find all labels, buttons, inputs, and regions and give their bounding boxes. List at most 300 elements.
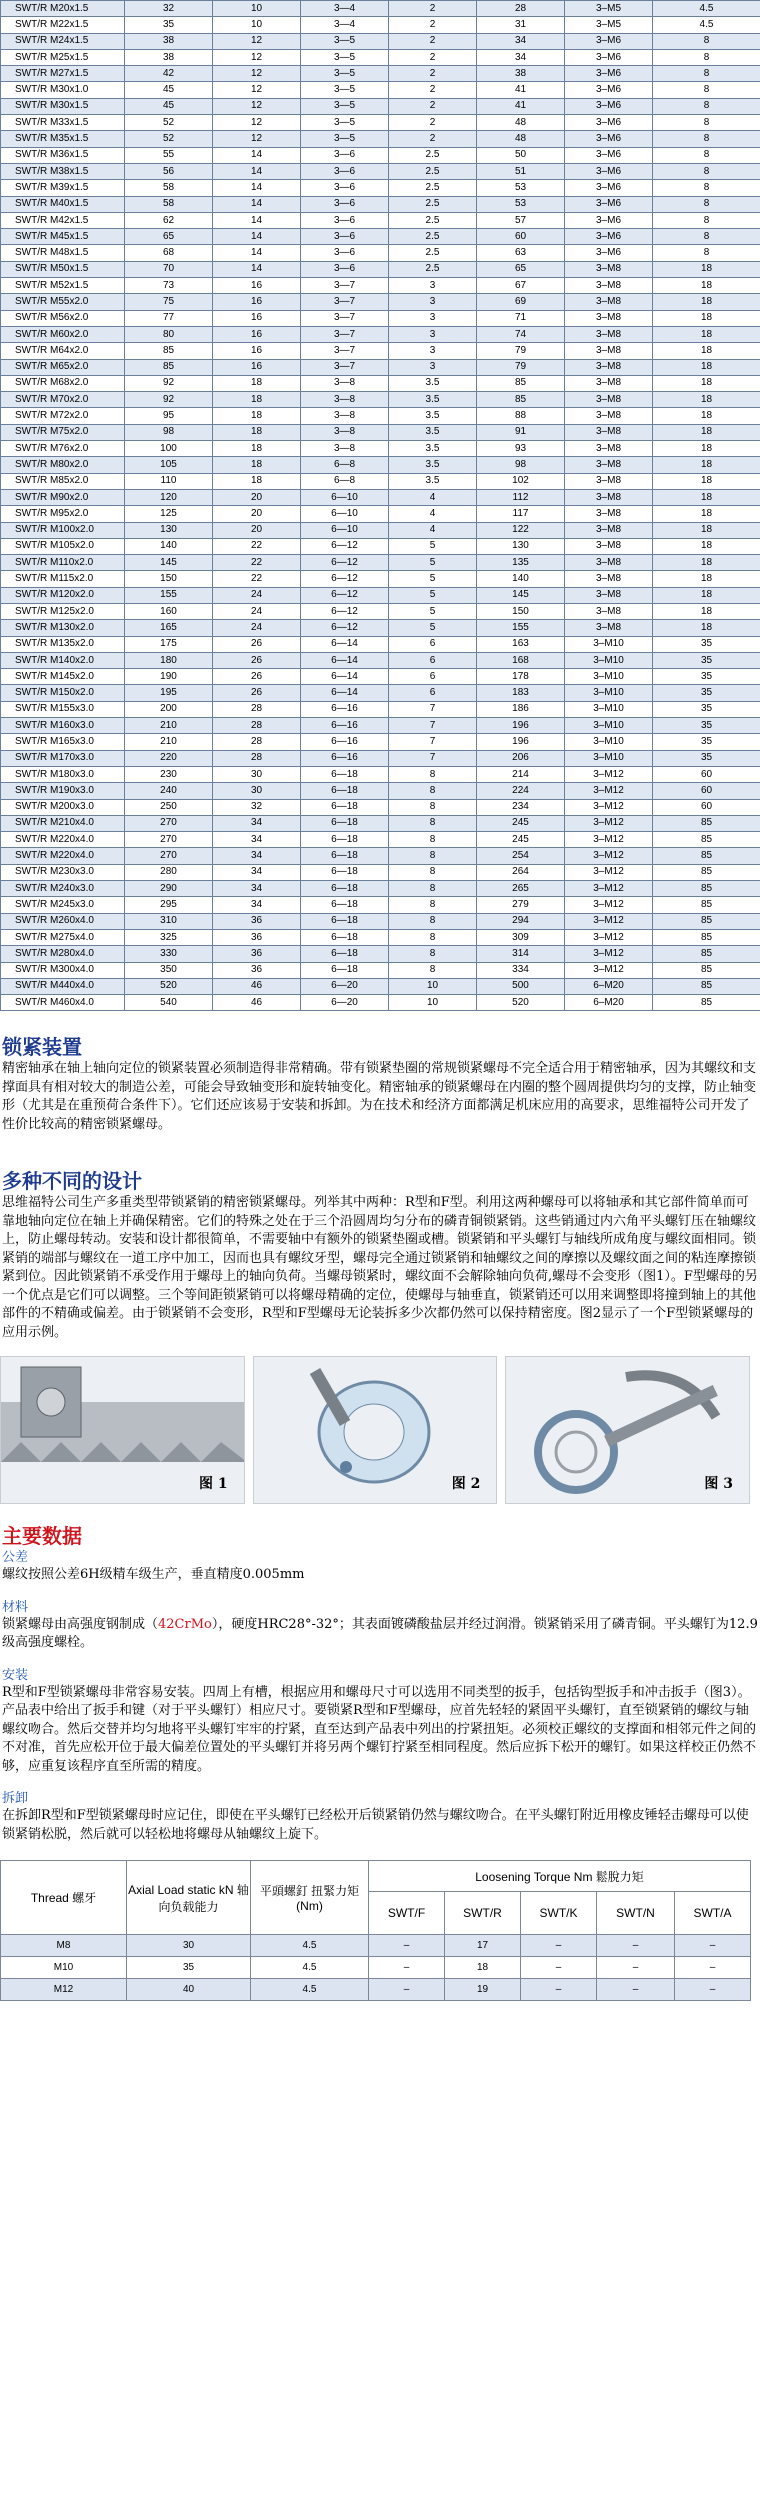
spec-cell: 3–M10 xyxy=(565,685,653,701)
spec-cell: 6—20 xyxy=(301,978,389,994)
spec-cell: 8 xyxy=(653,98,760,114)
spec-cell: 24 xyxy=(213,603,301,619)
spec-cell: 6—14 xyxy=(301,669,389,685)
spec-cell: 135 xyxy=(477,555,565,571)
spec-cell: 18 xyxy=(653,603,760,619)
spec-cell: 8 xyxy=(389,946,477,962)
section-title-locking: 锁紧装置 xyxy=(2,1035,82,1060)
material-grade: 42CrMo xyxy=(158,1616,212,1632)
spec-cell: 77 xyxy=(125,310,213,326)
spec-cell: 6—10 xyxy=(301,489,389,505)
spec-cell: 3—7 xyxy=(301,310,389,326)
spec-cell: 12 xyxy=(213,115,301,131)
spec-cell: 186 xyxy=(477,701,565,717)
spec-cell: SWT/R M48x1.5 xyxy=(1,245,125,261)
spec-cell: 65 xyxy=(125,229,213,245)
spec-cell: 8 xyxy=(653,229,760,245)
spec-cell: 3.5 xyxy=(389,408,477,424)
torque-cell: – xyxy=(369,1979,445,2001)
spec-cell: 36 xyxy=(213,962,301,978)
spec-cell: 178 xyxy=(477,669,565,685)
spec-cell: 234 xyxy=(477,799,565,815)
spec-cell: 85 xyxy=(477,392,565,408)
spec-cell: 18 xyxy=(653,278,760,294)
spec-cell: 3—5 xyxy=(301,98,389,114)
spec-cell: 6—18 xyxy=(301,832,389,848)
spec-cell: 98 xyxy=(125,424,213,440)
spec-cell: 85 xyxy=(653,913,760,929)
spec-cell: 3—5 xyxy=(301,66,389,82)
spec-cell: 7 xyxy=(389,701,477,717)
spec-cell: 3–M8 xyxy=(565,424,653,440)
spec-row xyxy=(1,978,760,994)
spec-cell: SWT/R M95x2.0 xyxy=(1,506,125,522)
figure-2-caption: 图 2 xyxy=(451,1476,481,1493)
spec-cell: 163 xyxy=(477,636,565,652)
spec-cell: 6—16 xyxy=(301,750,389,766)
spec-cell: 3—7 xyxy=(301,294,389,310)
spec-cell: 20 xyxy=(213,489,301,505)
spec-cell: 6—12 xyxy=(301,538,389,554)
spec-cell: 155 xyxy=(477,620,565,636)
spec-cell: 250 xyxy=(125,799,213,815)
spec-cell: 32 xyxy=(125,1,213,17)
spec-cell: SWT/R M52x1.5 xyxy=(1,278,125,294)
torque-cell: 17 xyxy=(445,1935,521,1957)
spec-cell: 80 xyxy=(125,326,213,342)
spec-row xyxy=(1,261,760,277)
torque-cell: 4.5 xyxy=(251,1957,369,1979)
spec-row xyxy=(1,946,760,962)
spec-cell: SWT/R M76x2.0 xyxy=(1,441,125,457)
spec-cell: 20 xyxy=(213,522,301,538)
spec-cell: 36 xyxy=(213,913,301,929)
spec-row xyxy=(1,17,760,33)
spec-cell: 3–M12 xyxy=(565,881,653,897)
spec-cell: 8 xyxy=(389,766,477,782)
spec-row xyxy=(1,441,760,457)
spec-cell: 85 xyxy=(653,832,760,848)
spec-cell: SWT/R M24x1.5 xyxy=(1,33,125,49)
spec-cell: 38 xyxy=(477,66,565,82)
col-thread: Thread 螺牙 xyxy=(1,1861,127,1935)
spec-cell: 8 xyxy=(653,33,760,49)
spec-cell: 160 xyxy=(125,603,213,619)
spec-cell: 6—20 xyxy=(301,995,389,1011)
spec-cell: SWT/R M30x1.5 xyxy=(1,98,125,114)
spec-cell: 3–M6 xyxy=(565,66,653,82)
spec-cell: 280 xyxy=(125,864,213,880)
spec-cell: 14 xyxy=(213,261,301,277)
spec-cell: 18 xyxy=(653,424,760,440)
col-swt-r: SWT/R xyxy=(445,1892,521,1935)
spec-cell: 34 xyxy=(213,881,301,897)
spec-cell: 2 xyxy=(389,66,477,82)
spec-cell: 45 xyxy=(125,82,213,98)
spec-cell: 265 xyxy=(477,881,565,897)
spec-cell: 190 xyxy=(125,669,213,685)
spec-cell: 75 xyxy=(125,294,213,310)
spec-cell: 91 xyxy=(477,424,565,440)
spec-cell: 95 xyxy=(125,408,213,424)
spec-row xyxy=(1,278,760,294)
col-swt-f: SWT/F xyxy=(369,1892,445,1935)
spec-cell: 51 xyxy=(477,163,565,179)
section-title-designs: 多种不同的设计 xyxy=(2,1169,142,1194)
spec-cell: 10 xyxy=(213,17,301,33)
spec-cell: 6—18 xyxy=(301,881,389,897)
spec-cell: 3—7 xyxy=(301,278,389,294)
spec-cell: 520 xyxy=(125,978,213,994)
torque-cell: – xyxy=(521,1935,597,1957)
spec-cell: SWT/R M56x2.0 xyxy=(1,310,125,326)
spec-cell: SWT/R M140x2.0 xyxy=(1,652,125,668)
spec-cell: 3—6 xyxy=(301,261,389,277)
spec-cell: 18 xyxy=(653,473,760,489)
spec-cell: SWT/R M220x4.0 xyxy=(1,832,125,848)
spec-cell: SWT/R M65x2.0 xyxy=(1,359,125,375)
spec-cell: 85 xyxy=(125,343,213,359)
spec-cell: 18 xyxy=(653,408,760,424)
spec-cell: 112 xyxy=(477,489,565,505)
spec-cell: SWT/R M27x1.5 xyxy=(1,66,125,82)
spec-cell: 2.5 xyxy=(389,212,477,228)
spec-cell: 18 xyxy=(653,261,760,277)
spec-cell: 3–M8 xyxy=(565,294,653,310)
spec-row xyxy=(1,571,760,587)
spec-cell: 65 xyxy=(477,261,565,277)
spec-cell: SWT/R M22x1.5 xyxy=(1,17,125,33)
spec-cell: 3—8 xyxy=(301,424,389,440)
spec-cell: 3—7 xyxy=(301,326,389,342)
spec-cell: 220 xyxy=(125,750,213,766)
spec-cell: 6—12 xyxy=(301,620,389,636)
spec-cell: 8 xyxy=(389,881,477,897)
spec-cell: 8 xyxy=(653,180,760,196)
spec-cell: SWT/R M160x3.0 xyxy=(1,718,125,734)
spec-cell: SWT/R M300x4.0 xyxy=(1,962,125,978)
spec-cell: 3—5 xyxy=(301,49,389,65)
spec-cell: 8 xyxy=(653,82,760,98)
spec-cell: SWT/R M35x1.5 xyxy=(1,131,125,147)
spec-cell: 18 xyxy=(653,571,760,587)
spec-cell: SWT/R M85x2.0 xyxy=(1,473,125,489)
spec-cell: 150 xyxy=(125,571,213,587)
torque-row xyxy=(1,1979,751,2001)
spec-cell: 3–M12 xyxy=(565,946,653,962)
spec-cell: 6—12 xyxy=(301,555,389,571)
spec-cell: 309 xyxy=(477,929,565,945)
spec-cell: SWT/R M80x2.0 xyxy=(1,457,125,473)
spec-cell: 42 xyxy=(125,66,213,82)
spec-cell: 85 xyxy=(653,815,760,831)
spec-cell: SWT/R M50x1.5 xyxy=(1,261,125,277)
spec-cell: 350 xyxy=(125,962,213,978)
spec-cell: 14 xyxy=(213,196,301,212)
spec-row xyxy=(1,294,760,310)
spec-cell: 12 xyxy=(213,98,301,114)
spec-cell: 18 xyxy=(653,294,760,310)
spec-row xyxy=(1,392,760,408)
spec-cell: 196 xyxy=(477,718,565,734)
spec-row xyxy=(1,734,760,750)
figure-strip xyxy=(0,1356,750,1504)
spec-cell: 30 xyxy=(213,766,301,782)
spec-cell: 18 xyxy=(213,392,301,408)
spec-cell: 18 xyxy=(213,408,301,424)
spec-cell: 3—5 xyxy=(301,131,389,147)
spec-cell: SWT/R M25x1.5 xyxy=(1,49,125,65)
spec-cell: 3—6 xyxy=(301,212,389,228)
spec-cell: 3–M12 xyxy=(565,897,653,913)
spec-cell: 48 xyxy=(477,115,565,131)
spec-cell: 3—6 xyxy=(301,163,389,179)
spec-cell: 8 xyxy=(389,799,477,815)
spec-cell: 3–M10 xyxy=(565,734,653,750)
spec-cell: 3—7 xyxy=(301,343,389,359)
col-loosening-torque: Loosening Torque Nm 鬆脫力矩 xyxy=(369,1861,751,1892)
spec-cell: 3—8 xyxy=(301,392,389,408)
spec-cell: 52 xyxy=(125,131,213,147)
spec-cell: 18 xyxy=(653,441,760,457)
spec-cell: 6—14 xyxy=(301,636,389,652)
torque-row xyxy=(1,1957,751,1979)
spec-cell: 70 xyxy=(125,261,213,277)
torque-cell: 30 xyxy=(127,1935,251,1957)
spec-cell: 6–M20 xyxy=(565,995,653,1011)
spec-cell: 6 xyxy=(389,669,477,685)
spec-cell: 3—6 xyxy=(301,196,389,212)
spec-cell: SWT/R M260x4.0 xyxy=(1,913,125,929)
designs-body: 思维福特公司生产多重类型带锁紧销的精密锁紧螺母。列举其中两种：R型和F型。利用这两种螺母可以将轴承和其它部件简单而可靠地轴向定位在轴上并确保精密。它们的特殊之处在于三个沿圆周均匀分布的磷青铜锁紧销。这些销通过内六角平头螺钉压在轴螺纹上，防止螺母转动。安装和设计都很简单，不需要轴中有额外的锁紧垫圈或槽。锁紧销和平头螺钉与轴线所成角度与螺纹面相同。锁紧销的端部与螺纹在一道工序中加工，因而也具有螺纹牙型，螺母完全通过锁紧销和轴螺纹之间的摩擦以及螺纹面之间的粘连摩擦锁紧到位。因此锁紧销不承受作用于螺母上的轴向负荷。当螺母锁紧时，螺纹面不会解除轴向负荷,螺母不会变形（图1）。F型螺母的另一个优点是它们可以调整。三个等间距锁紧销可以将螺母精确的定位，使螺母与轴垂直，锁紧销还可以用来调整即将撞到轴上的其他部件的不精确或偏差。由于锁紧销不会变形，R型和F型螺母无论装拆多少次都仍然可以保持精密度。图2显示了一个F型锁紧螺母的应用示例。 xyxy=(2,1195,758,1340)
spec-cell: 5 xyxy=(389,555,477,571)
spec-cell: 68 xyxy=(125,245,213,261)
spec-cell: 2 xyxy=(389,33,477,49)
spec-cell: 98 xyxy=(477,457,565,473)
spec-cell: 5 xyxy=(389,587,477,603)
spec-cell: 3–M8 xyxy=(565,359,653,375)
spec-cell: SWT/R M30x1.0 xyxy=(1,82,125,98)
spec-cell: 50 xyxy=(477,147,565,163)
spec-cell: 330 xyxy=(125,946,213,962)
spec-cell: 3–M8 xyxy=(565,326,653,342)
spec-cell: 6—8 xyxy=(301,473,389,489)
col-axial-load: Axial Load static kN 轴向负载能力 xyxy=(127,1861,251,1935)
spec-cell: 7 xyxy=(389,750,477,766)
spec-cell: 264 xyxy=(477,864,565,880)
spec-cell: 55 xyxy=(125,147,213,163)
spec-cell: 3–M12 xyxy=(565,864,653,880)
spec-cell: 6—12 xyxy=(301,571,389,587)
spec-cell: 6—18 xyxy=(301,799,389,815)
spec-cell: 5 xyxy=(389,620,477,636)
torque-cell: 4.5 xyxy=(251,1935,369,1957)
torque-cell: – xyxy=(675,1979,751,2001)
spec-row xyxy=(1,620,760,636)
spec-cell: SWT/R M230x3.0 xyxy=(1,864,125,880)
spec-row xyxy=(1,995,760,1011)
spec-row xyxy=(1,424,760,440)
spec-cell: 28 xyxy=(213,701,301,717)
spec-cell: 45 xyxy=(125,98,213,114)
material-heading: 材料 xyxy=(2,1599,29,1615)
spec-cell: 85 xyxy=(653,881,760,897)
spec-cell: 6—16 xyxy=(301,701,389,717)
spec-cell: 8 xyxy=(389,815,477,831)
spec-cell: 46 xyxy=(213,995,301,1011)
spec-cell: 35 xyxy=(125,17,213,33)
spec-row xyxy=(1,962,760,978)
spec-cell: 8 xyxy=(653,245,760,261)
spec-cell: 3–M6 xyxy=(565,245,653,261)
spec-cell: 2 xyxy=(389,82,477,98)
spec-cell: 2 xyxy=(389,17,477,33)
spec-cell: 8 xyxy=(653,147,760,163)
spec-cell: 3—7 xyxy=(301,359,389,375)
spec-cell: 10 xyxy=(389,978,477,994)
spec-cell: 2.5 xyxy=(389,196,477,212)
spec-cell: 5 xyxy=(389,571,477,587)
section-title-main-data: 主要数据 xyxy=(2,1524,82,1549)
removal-heading: 拆卸 xyxy=(2,1791,29,1807)
torque-cell: – xyxy=(675,1935,751,1957)
spec-cell: 270 xyxy=(125,815,213,831)
spec-cell: 168 xyxy=(477,652,565,668)
spec-cell: 14 xyxy=(213,163,301,179)
spec-cell: 3–M6 xyxy=(565,115,653,131)
spec-cell: 69 xyxy=(477,294,565,310)
spec-row xyxy=(1,522,760,538)
torque-row xyxy=(1,1935,751,1957)
spec-cell: 85 xyxy=(653,995,760,1011)
spec-cell: SWT/R M68x2.0 xyxy=(1,375,125,391)
col-set-screw-torque: 平頭螺釘 扭緊力矩 (Nm) xyxy=(251,1861,369,1935)
spec-cell: 3—8 xyxy=(301,375,389,391)
spec-cell: 8 xyxy=(653,212,760,228)
spec-cell: 3–M6 xyxy=(565,180,653,196)
spec-cell: 3–M6 xyxy=(565,229,653,245)
spec-cell: 18 xyxy=(653,375,760,391)
spec-cell: 314 xyxy=(477,946,565,962)
spec-cell: 117 xyxy=(477,506,565,522)
spec-cell: 3–M8 xyxy=(565,408,653,424)
spec-cell: 196 xyxy=(477,734,565,750)
spec-row xyxy=(1,783,760,799)
spec-cell: 14 xyxy=(213,229,301,245)
torque-cell: 40 xyxy=(127,1979,251,2001)
spec-cell: 3–M6 xyxy=(565,163,653,179)
spec-cell: 145 xyxy=(125,555,213,571)
spec-row xyxy=(1,538,760,554)
figure-3 xyxy=(505,1356,750,1504)
spec-cell: 60 xyxy=(653,783,760,799)
spec-row xyxy=(1,750,760,766)
spec-cell: 3—5 xyxy=(301,33,389,49)
torque-cell: 35 xyxy=(127,1957,251,1979)
spec-cell: 3–M8 xyxy=(565,457,653,473)
spec-cell: 7 xyxy=(389,734,477,750)
spec-row xyxy=(1,82,760,98)
spec-row xyxy=(1,685,760,701)
spec-cell: 16 xyxy=(213,326,301,342)
spec-cell: 85 xyxy=(653,946,760,962)
spec-cell: 6—12 xyxy=(301,587,389,603)
spec-cell: SWT/R M39x1.5 xyxy=(1,180,125,196)
locking-body: 精密轴承在轴上轴向定位的锁紧装置必须制造得非常精确。带有锁紧垫圈的常规锁紧螺母不完全适合用于精密轴承，因为其螺纹和支撑面具有相对较大的制造公差，可能会导致轴变形和旋转轴变化。精密轴承的锁紧螺母在内圈的整个圆周提供均匀的支撑，防止轴变形（尤其是在重预荷合条件下）。它们还应该易于安装和拆卸。为在技术和经济方面都满足机床应用的高要求，思维福特公司开发了性价比较高的精密锁紧螺母。 xyxy=(2,1061,757,1132)
spec-row xyxy=(1,115,760,131)
spec-cell: 73 xyxy=(125,278,213,294)
spec-cell: 18 xyxy=(653,555,760,571)
spec-cell: SWT/R M125x2.0 xyxy=(1,603,125,619)
spec-cell: 6—18 xyxy=(301,783,389,799)
spec-cell: 2 xyxy=(389,98,477,114)
spec-cell: 56 xyxy=(125,163,213,179)
spec-cell: 18 xyxy=(653,359,760,375)
spec-cell: 2.5 xyxy=(389,180,477,196)
spec-cell: 3–M12 xyxy=(565,766,653,782)
spec-cell: 145 xyxy=(477,587,565,603)
spec-row xyxy=(1,310,760,326)
spec-cell: 26 xyxy=(213,669,301,685)
spec-cell: SWT/R M120x2.0 xyxy=(1,587,125,603)
spec-row xyxy=(1,196,760,212)
spec-cell: 18 xyxy=(213,424,301,440)
spec-cell: 12 xyxy=(213,49,301,65)
spec-cell: 110 xyxy=(125,473,213,489)
spec-cell: 85 xyxy=(653,848,760,864)
spec-cell: 3–M6 xyxy=(565,33,653,49)
spec-row xyxy=(1,929,760,945)
spec-cell: 92 xyxy=(125,392,213,408)
spec-row xyxy=(1,473,760,489)
spec-cell: 16 xyxy=(213,278,301,294)
spec-cell: 254 xyxy=(477,848,565,864)
spec-cell: 3–M8 xyxy=(565,441,653,457)
spec-cell: 6 xyxy=(389,652,477,668)
spec-cell: 3—8 xyxy=(301,408,389,424)
spec-cell: 122 xyxy=(477,522,565,538)
spec-cell: 63 xyxy=(477,245,565,261)
spec-cell: 18 xyxy=(653,343,760,359)
spec-row xyxy=(1,669,760,685)
spec-cell: 88 xyxy=(477,408,565,424)
spec-cell: 18 xyxy=(653,310,760,326)
spec-cell: 35 xyxy=(653,750,760,766)
spec-cell: 71 xyxy=(477,310,565,326)
spec-cell: 3–M5 xyxy=(565,1,653,17)
spec-row xyxy=(1,33,760,49)
spec-cell: 32 xyxy=(213,799,301,815)
spec-cell: 22 xyxy=(213,555,301,571)
spec-cell: 334 xyxy=(477,962,565,978)
spec-cell: 58 xyxy=(125,196,213,212)
spec-cell: 14 xyxy=(213,180,301,196)
spec-row xyxy=(1,815,760,831)
spec-row xyxy=(1,49,760,65)
spec-cell: 3–M8 xyxy=(565,522,653,538)
spec-row xyxy=(1,180,760,196)
spec-cell: 14 xyxy=(213,245,301,261)
spec-cell: 6–M20 xyxy=(565,978,653,994)
spec-cell: SWT/R M33x1.5 xyxy=(1,115,125,131)
spec-cell: 2.5 xyxy=(389,147,477,163)
torque-cell: – xyxy=(521,1979,597,2001)
torque-cell: M8 xyxy=(1,1935,127,1957)
spec-cell: SWT/R M240x3.0 xyxy=(1,881,125,897)
spec-cell: 85 xyxy=(653,978,760,994)
spec-cell: 6—18 xyxy=(301,929,389,945)
spec-table xyxy=(0,0,760,1011)
